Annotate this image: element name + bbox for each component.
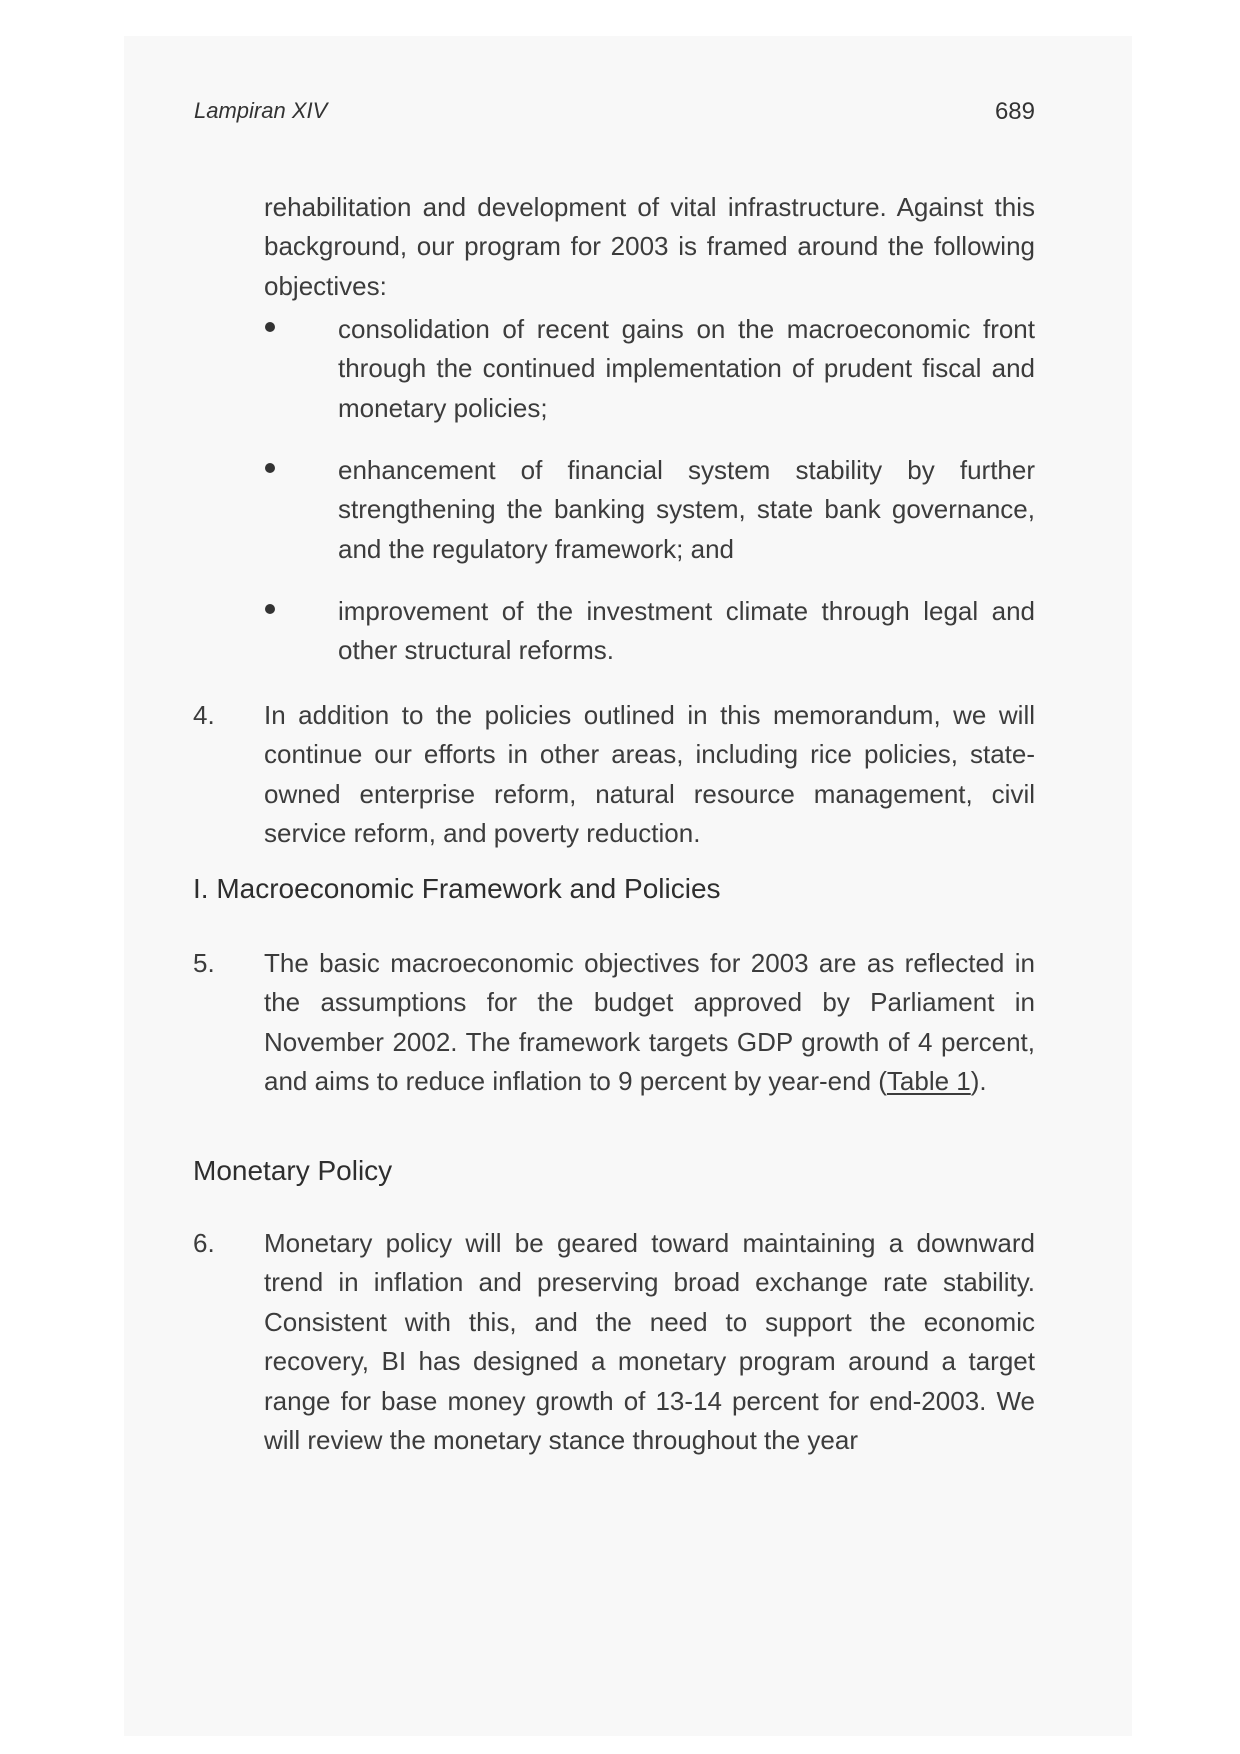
paragraph-5 (264, 944, 1035, 1102)
section-heading-monetary-policy: Monetary Policy (193, 1155, 393, 1186)
paragraph-5-end: ). (970, 1066, 987, 1097)
paragraph-6: Monetary policy will be geared toward maintaining a downward trend in inflation and preserving broad exchange rate stability. Consistent with this, and the need to support the economic recovery, BI has designed a monetary program around a target range for base money growth of 13-14 percent for end-2003. We will review the monetary stance throughout the year (264, 1228, 1035, 1456)
table-1-link[interactable]: Table 1 (886, 1066, 971, 1097)
running-header: Lampiran XIV (194, 98, 328, 123)
intro-paragraph: rehabilitation and development of vital infrastructure. Against this background, our program for 2003 is framed around the following objectives: (264, 192, 1035, 301)
bullet-item-3: improvement of the investment climate through legal and other structural reforms. (338, 596, 1035, 666)
bullet-item-1: consolidation of recent gains on the macroeconomic front through the continued implementation of prudent fiscal and monetary policies; (338, 314, 1035, 423)
paragraph-number-5: 5. (193, 948, 215, 978)
paragraph-number-6: 6. (193, 1228, 215, 1258)
bullet-icon (265, 463, 275, 473)
paragraph-4: In addition to the policies outlined in this memorandum, we will continue our efforts in other areas, including rice policies, state-owned enterprise reform, natural resource management, civil service reform, and poverty reduction. (264, 700, 1035, 849)
page-number: 689 (994, 98, 1035, 125)
section-heading-macroeconomic: I. Macroeconomic Framework and Policies (193, 873, 721, 904)
paragraph-number-4: 4. (193, 700, 215, 730)
bullet-item-2: enhancement of financial system stability by further strengthening the banking system, state bank governance, and the regulatory framework; and (338, 455, 1035, 564)
bullet-icon (265, 604, 275, 614)
paragraph-5-text: The basic macroeconomic objectives for 2003 are as reflected in the assumptions for the budget approved by Parliament in November 2002. The framework targets GDP growth of 4 percent, and aims to reduce inflation to 9 percent by year-end ( (264, 948, 1035, 1097)
bullet-icon (265, 322, 275, 332)
